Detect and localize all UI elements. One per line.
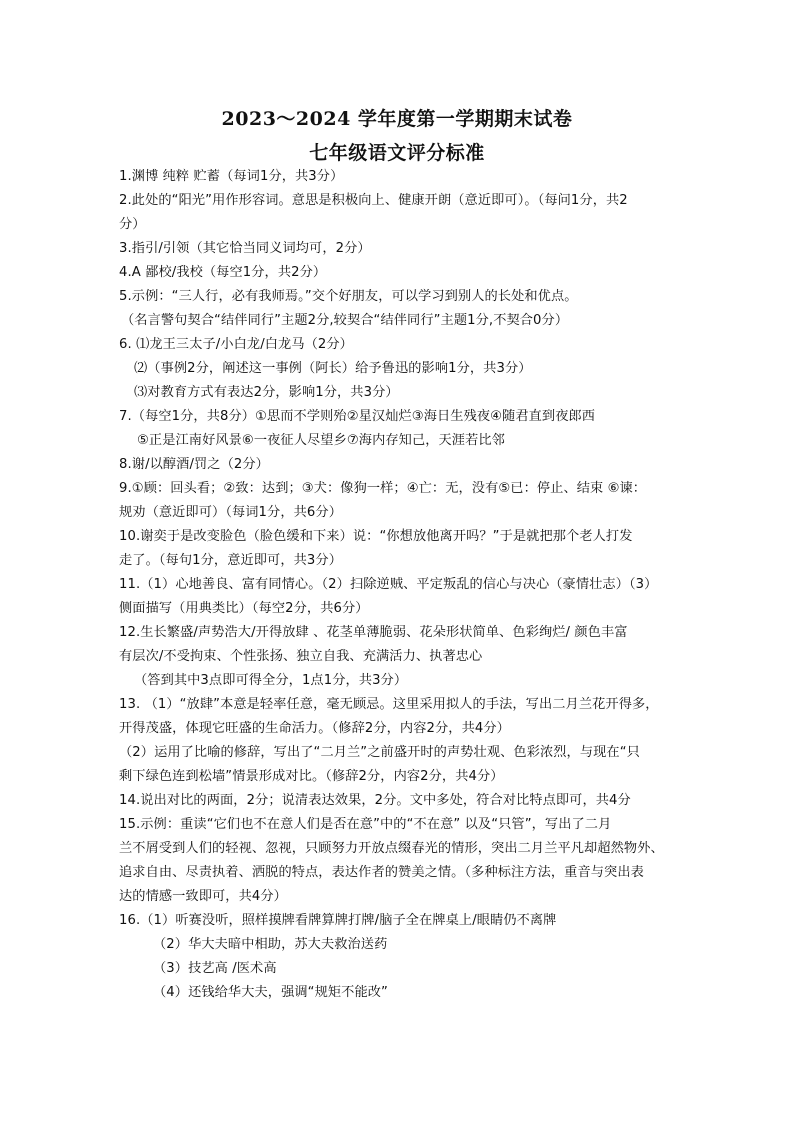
document-title: 2023～2024 学年度第一学期期末试卷: [221, 108, 573, 130]
answer-line: ⑤正是江南好风景⑥一夜征人尽望乡⑦海内存知己，天涯若比邻: [137, 433, 505, 448]
answer-line: 9.①顾：回头看；②致：达到；③犬：像狗一样；④亡：无，没有⑤已：停止、结束 ⑥谏：: [119, 481, 647, 496]
answer-line: （4）还钱给华大夫，强调“规矩不能改”: [153, 985, 388, 1000]
answer-line: 14.说出对比的两面，2分；说清表达效果，2分。文中多处，符合对比特点即可，共4分: [119, 793, 631, 808]
answer-line: 12.生长繁盛/声势浩大/开得放肆 、花茎单薄脆弱、花朵形状简单、色彩绚烂/ 颜色丰富: [119, 625, 628, 640]
answer-line: 8.谢/以醇酒/罚之（2分）: [119, 457, 269, 472]
answer-line: 侧面描写（用典类比）（每空2分，共6分）: [119, 601, 369, 616]
answer-line: （2）运用了比喻的修辞，写出了“二月兰”之前盛开时的声势壮观、色彩浓烈，与现在“只: [119, 745, 640, 760]
answer-line: （3）技艺高 /医术高: [153, 961, 277, 976]
answer-line: 13. （1）“放肆”本意是轻率任意，毫无顾忌。这里采用拟人的手法，写出二月兰花开得多，: [119, 697, 659, 712]
answer-line: 2.此处的“阳光”用作形容词。意思是积极向上、健康开朗（意近即可）。（每问1分，共2: [119, 193, 628, 208]
answer-line: 11.（1）心地善良、富有同情心。（2）扫除逆贼、平定叛乱的信心与决心（豪情壮志）（3）: [119, 577, 658, 592]
answer-line: 规劝（意近即可）（每词1分，共6分）: [119, 505, 342, 520]
answer-line: 有层次/不受拘束、个性张扬、独立自我、充满活力、执著忠心: [119, 649, 483, 664]
answer-line: 16.（1）听赛没听，照样摸牌看牌算牌打牌/脑子全在牌桌上/眼睛仍不离牌: [119, 913, 557, 928]
answer-line: 剩下绿色连到松墙”情景形成对比。（修辞2分，内容2分，共4分）: [119, 769, 504, 784]
answer-line: 3.指引/引领（其它恰当同义词均可，2分）: [119, 241, 371, 256]
answer-line: 7.（每空1分，共8分）①思而不学则殆②星汉灿烂③海日生残夜④随君直到夜郎西: [119, 409, 596, 424]
answer-line: （答到其中3点即可得全分，1点1分，共3分）: [134, 673, 408, 688]
answer-line: 开得茂盛，体现它旺盛的生命活力。（修辞2分，内容2分，共4分）: [119, 721, 510, 736]
answer-line: （名言警句契合“结伴同行”主题2分,较契合“结伴同行”主题1分,不契合0分）: [121, 313, 569, 328]
answer-line: 1.渊博 纯粹 贮蓄（每词1分，共3分）: [119, 169, 344, 184]
answer-line: 5.示例：“三人行，必有我师焉。”交个好朋友，可以学习到别人的长处和优点。: [119, 289, 578, 304]
document-subtitle: 七年级语文评分标准: [309, 142, 485, 164]
answer-line: 追求自由、尽责执着、洒脱的特点，表达作者的赞美之情。（多种标注方法，重音与突出表: [119, 865, 644, 880]
answer-line: ⑶对教育方式有表达2分，影响1分，共3分）: [134, 385, 399, 400]
answer-line: ⑵（事例2分，阐述这一事例（阿长）给予鲁迅的影响1分，共3分）: [134, 361, 532, 376]
answer-line: 4.A 鄙校/我校（每空1分，共2分）: [119, 265, 327, 280]
answer-line: 走了。（每句1分，意近即可，共3分）: [119, 553, 342, 568]
answer-line: 达的情感一致即可，共4分）: [119, 889, 287, 904]
answer-line: 分）: [119, 217, 146, 232]
answer-line: 15.示例：重读“它们也不在意人们是否在意”中的“不在意” 以及“只管”，写出了二月: [119, 817, 612, 832]
answer-line: 兰不屑受到人们的轻视、忽视，只顾努力开放点缀春光的情形，突出二月兰平凡却超然物外、: [119, 841, 664, 856]
answer-line: （2）华大夫暗中相助，苏大夫救治送药: [153, 937, 388, 952]
answer-line: 6. ⑴龙王三太子/小白龙/白龙马（2分）: [119, 337, 353, 352]
answer-line: 10.谢奕于是改变脸色（脸色缓和下来）说：“你想放他离开吗？”于是就把那个老人打发: [119, 529, 633, 544]
